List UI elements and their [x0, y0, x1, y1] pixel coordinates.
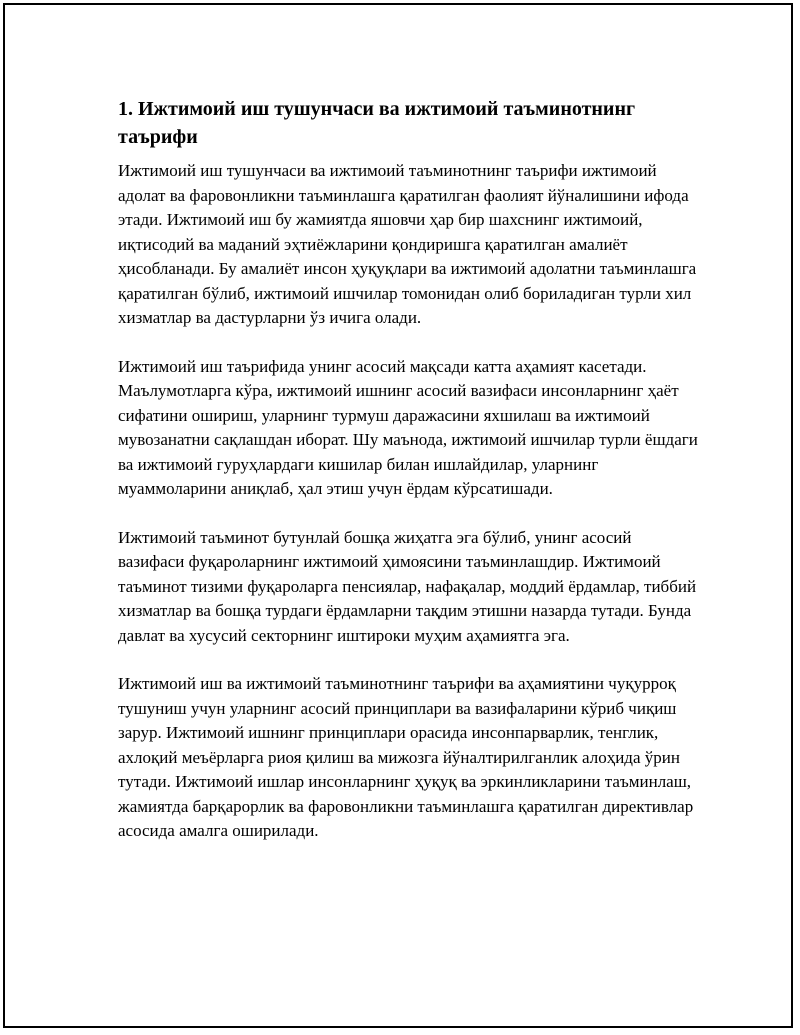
- paragraph-2: Ижтимоий иш таърифида унинг асосий мақсади катта аҳамият касетади. Маълумотларга кўра, ижтимоий ишнинг асосий вазифаси инсонларнинг ҳаёт сифатини ошириш, уларнинг турмуш даражасини яхшилаш ва ижтимоий мувозанатни сақлашдан иборат. Шу маънода, ижтимоий ишчилар турли ёшдаги ва ижтимоий гуруҳлардаги кишилар билан ишлайдилар, уларнинг муаммоларини аниқлаб, ҳал этиш учун ёрдам кўрсатишади.: [118, 356, 698, 498]
- paragraph-3: Ижтимоий таъминот бутунлай бошқа жиҳатга эга бўлиб, унинг асосий вазифаси фуқароларнинг ижтимоий ҳимоясини таъминлашдир. Ижтимоий таъминот тизими фуқароларга пенсиялар, нафақалар, моддий ёрдамлар, тиббий хизматлар ва бошқа турдаги ёрдамларни тақдим этишни назарда тутади. Бунда давлат ва хусусий секторнинг иштироки муҳим аҳамиятга эга.: [118, 527, 697, 645]
- section-heading: 1. Ижтимоий иш тушунчаси ва ижтимоий таъминотнинг таърифи: [118, 98, 636, 148]
- document-body: [118, 95, 698, 868]
- paragraph-1: Ижтимоий иш тушунчаси ва ижтимоий таъминотнинг таърифи ижтимоий адолат ва фаровонликни таъминлашга қаратилган фаолият йўналишини ифода этади. Ижтимоий иш бу жамиятда яшовчи ҳар бир шахснинг ижтимоий, иқтисодий ва маданий эҳтиёжларини қондиришга қаратилган амалиёт ҳисобланади. Бу амалиёт инсон ҳуқуқлари ва ижтимоий адолатни таъминлашга қаратилган бўлиб, ижтимоий ишчилар томонидан олиб бориладиган турли хил хизматлар ва дастурларни ўз ичига олади.: [118, 161, 697, 327]
- paragraph-4: Ижтимоий иш ва ижтимоий таъминотнинг таърифи ва аҳамиятини чуқурроқ тушуниш учун уларнинг асосий принциплари ва вазифаларини кўриб чиқиш зарур. Ижтимоий ишнинг принциплари орасида инсонпарварлик, тенглик, ахлоқий меъёрларга риоя қилиш ва мижозга йўналтирилганлик алоҳида ўрин тутади. Ижтимоий ишлар инсонларнинг ҳуқуқ ва эркинликларини таъминлаш, жамиятда барқарорлик ва фаровонликни таъминлашга қаратилган директивлар асосида амалга оширилади.: [118, 674, 694, 840]
